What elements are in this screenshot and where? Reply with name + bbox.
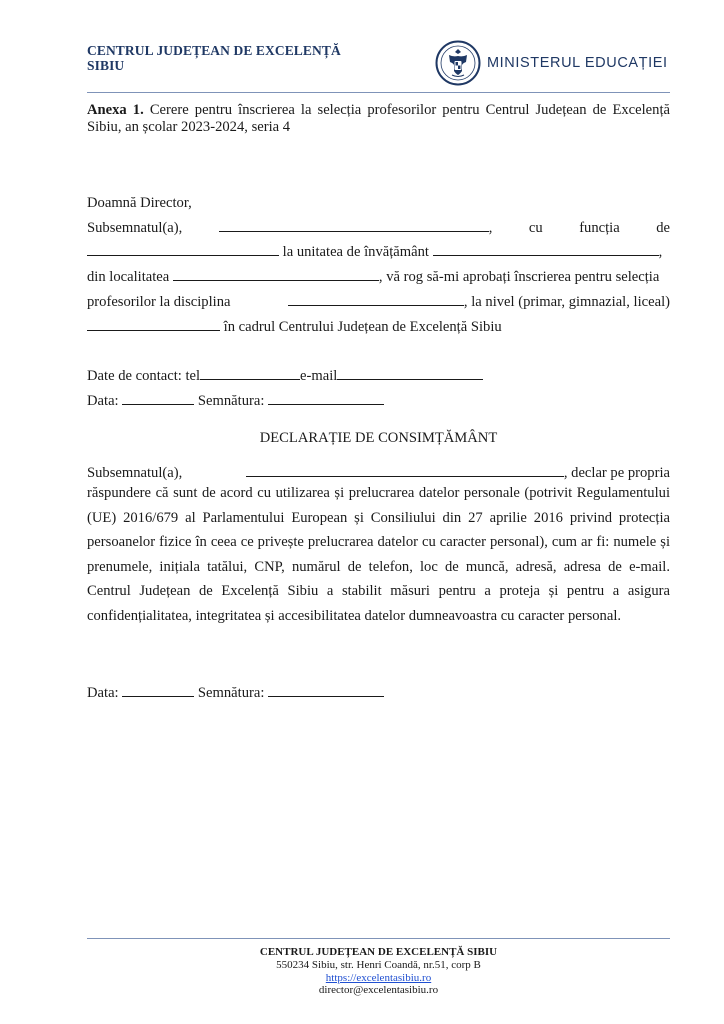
annex-label: Anexa 1.: [87, 102, 144, 118]
decl-date-signature-line: [87, 683, 670, 701]
declar-text: , declar pe propria: [563, 465, 670, 481]
cu-label: cu: [528, 220, 543, 236]
coat-of-arms-icon: [435, 40, 481, 86]
form-line-2: [87, 242, 670, 260]
de-label: de: [656, 220, 670, 236]
form-line-1: Subsemnatul(a), , cu funcția de: [87, 220, 670, 236]
va-rog-text: , vă rog să-mi aprobați înscrierea pentru selecția: [378, 269, 660, 285]
decl-date-label: Data:: [87, 685, 119, 701]
function-field[interactable]: [87, 242, 279, 256]
decl-signature-label: Semnătura:: [197, 685, 265, 701]
org-title: [87, 43, 341, 73]
ministry-name: MINISTERUL EDUCAȚIEI: [487, 55, 668, 71]
nivel-text: , la nivel (primar, gimnazial, liceal): [463, 294, 670, 310]
disciplina-label: profesorilor la disciplina: [87, 294, 231, 310]
footer-org: CENTRUL JUDEȚEAN DE EXCELENȚĂ SIBIU: [259, 946, 498, 958]
declaration-line-1: [87, 463, 670, 481]
subsemnatul-label: Subsemnatul(a),: [87, 220, 183, 236]
form-line-3: [87, 267, 670, 285]
date-label: Data:: [87, 393, 119, 409]
org-title-line1: CENTRUL JUDEȚEAN DE EXCELENȚĂ: [87, 43, 341, 58]
annex-title: Cerere pentru înscrierea la selecția profesorilor pentru Centrul Județean de Excelență Sibiu, an școlar 2023-2024, seria 4: [87, 102, 670, 135]
email-label: e-mail: [300, 368, 338, 384]
date-signature-line: [87, 391, 670, 409]
comma: ,: [658, 244, 663, 260]
locality-field[interactable]: [173, 267, 379, 281]
decl-name-field[interactable]: [246, 463, 564, 477]
salutation: Doamnă Director,: [87, 195, 192, 211]
ministry-logo: [435, 42, 668, 84]
contact-line: [87, 366, 670, 384]
form-line-4: [87, 292, 670, 310]
signature-label: Semnătura:: [197, 393, 265, 409]
localitate-label: din localitatea: [87, 269, 170, 285]
annex-heading: [87, 102, 670, 136]
form-line-5: [87, 317, 670, 335]
name-field[interactable]: [219, 218, 489, 232]
functia-label: funcția: [579, 220, 620, 236]
decl-date-field[interactable]: [122, 683, 194, 697]
footer: [87, 946, 670, 997]
level-field[interactable]: [87, 317, 220, 331]
header-divider: [87, 92, 670, 93]
footer-address: 550234 Sibiu, str. Henri Coandă, nr.51, corp B: [276, 958, 481, 971]
unitate-label: la unitatea de învățământ: [282, 244, 429, 260]
declaration-title: DECLARAȚIE DE CONSIMȚĂMÂNT: [259, 430, 498, 446]
decl-signature-field[interactable]: [268, 683, 384, 697]
discipline-field[interactable]: [288, 292, 464, 306]
declaration-body: răspundere că sunt de acord cu utilizarea și prelucrarea datelor personale (potrivit Regulamentului (UE) 2016/679 al Parlamentului European și Consiliului din 27 aprilie 2016 privind protecția persoanelor fizice în ceea ce privește prelucrarea datelor cu caracter personal), cum ar fi: numele și prenumele, inițiala tatălui, CNP, numărul de telefon, loc de muncă, adresă, adresa de e-mail. Centrul Județean de Excelență Sibiu a stabilit măsuri pentru a proteja și pentru a asigura confidențialitatea, integritatea și accesibilitatea datelor dumneavoastra cu caracter personal.: [87, 485, 670, 624]
footer-divider: [87, 938, 670, 939]
school-field[interactable]: [433, 242, 659, 256]
phone-field[interactable]: [200, 366, 300, 380]
footer-email: director@excelentasibiu.ro: [318, 984, 439, 997]
signature-field[interactable]: [268, 391, 384, 405]
date-field[interactable]: [122, 391, 194, 405]
contact-tel-label: Date de contact: tel: [87, 368, 201, 384]
org-title-line2: SIBIU: [87, 58, 125, 73]
in-cadrul-text: în cadrul Centrului Județean de Excelență Sibiu: [223, 319, 502, 335]
footer-website-link[interactable]: https://excelentasibiu.ro: [325, 971, 432, 984]
email-field[interactable]: [337, 366, 483, 380]
decl-subsemnatul-label: Subsemnatul(a),: [87, 465, 183, 481]
